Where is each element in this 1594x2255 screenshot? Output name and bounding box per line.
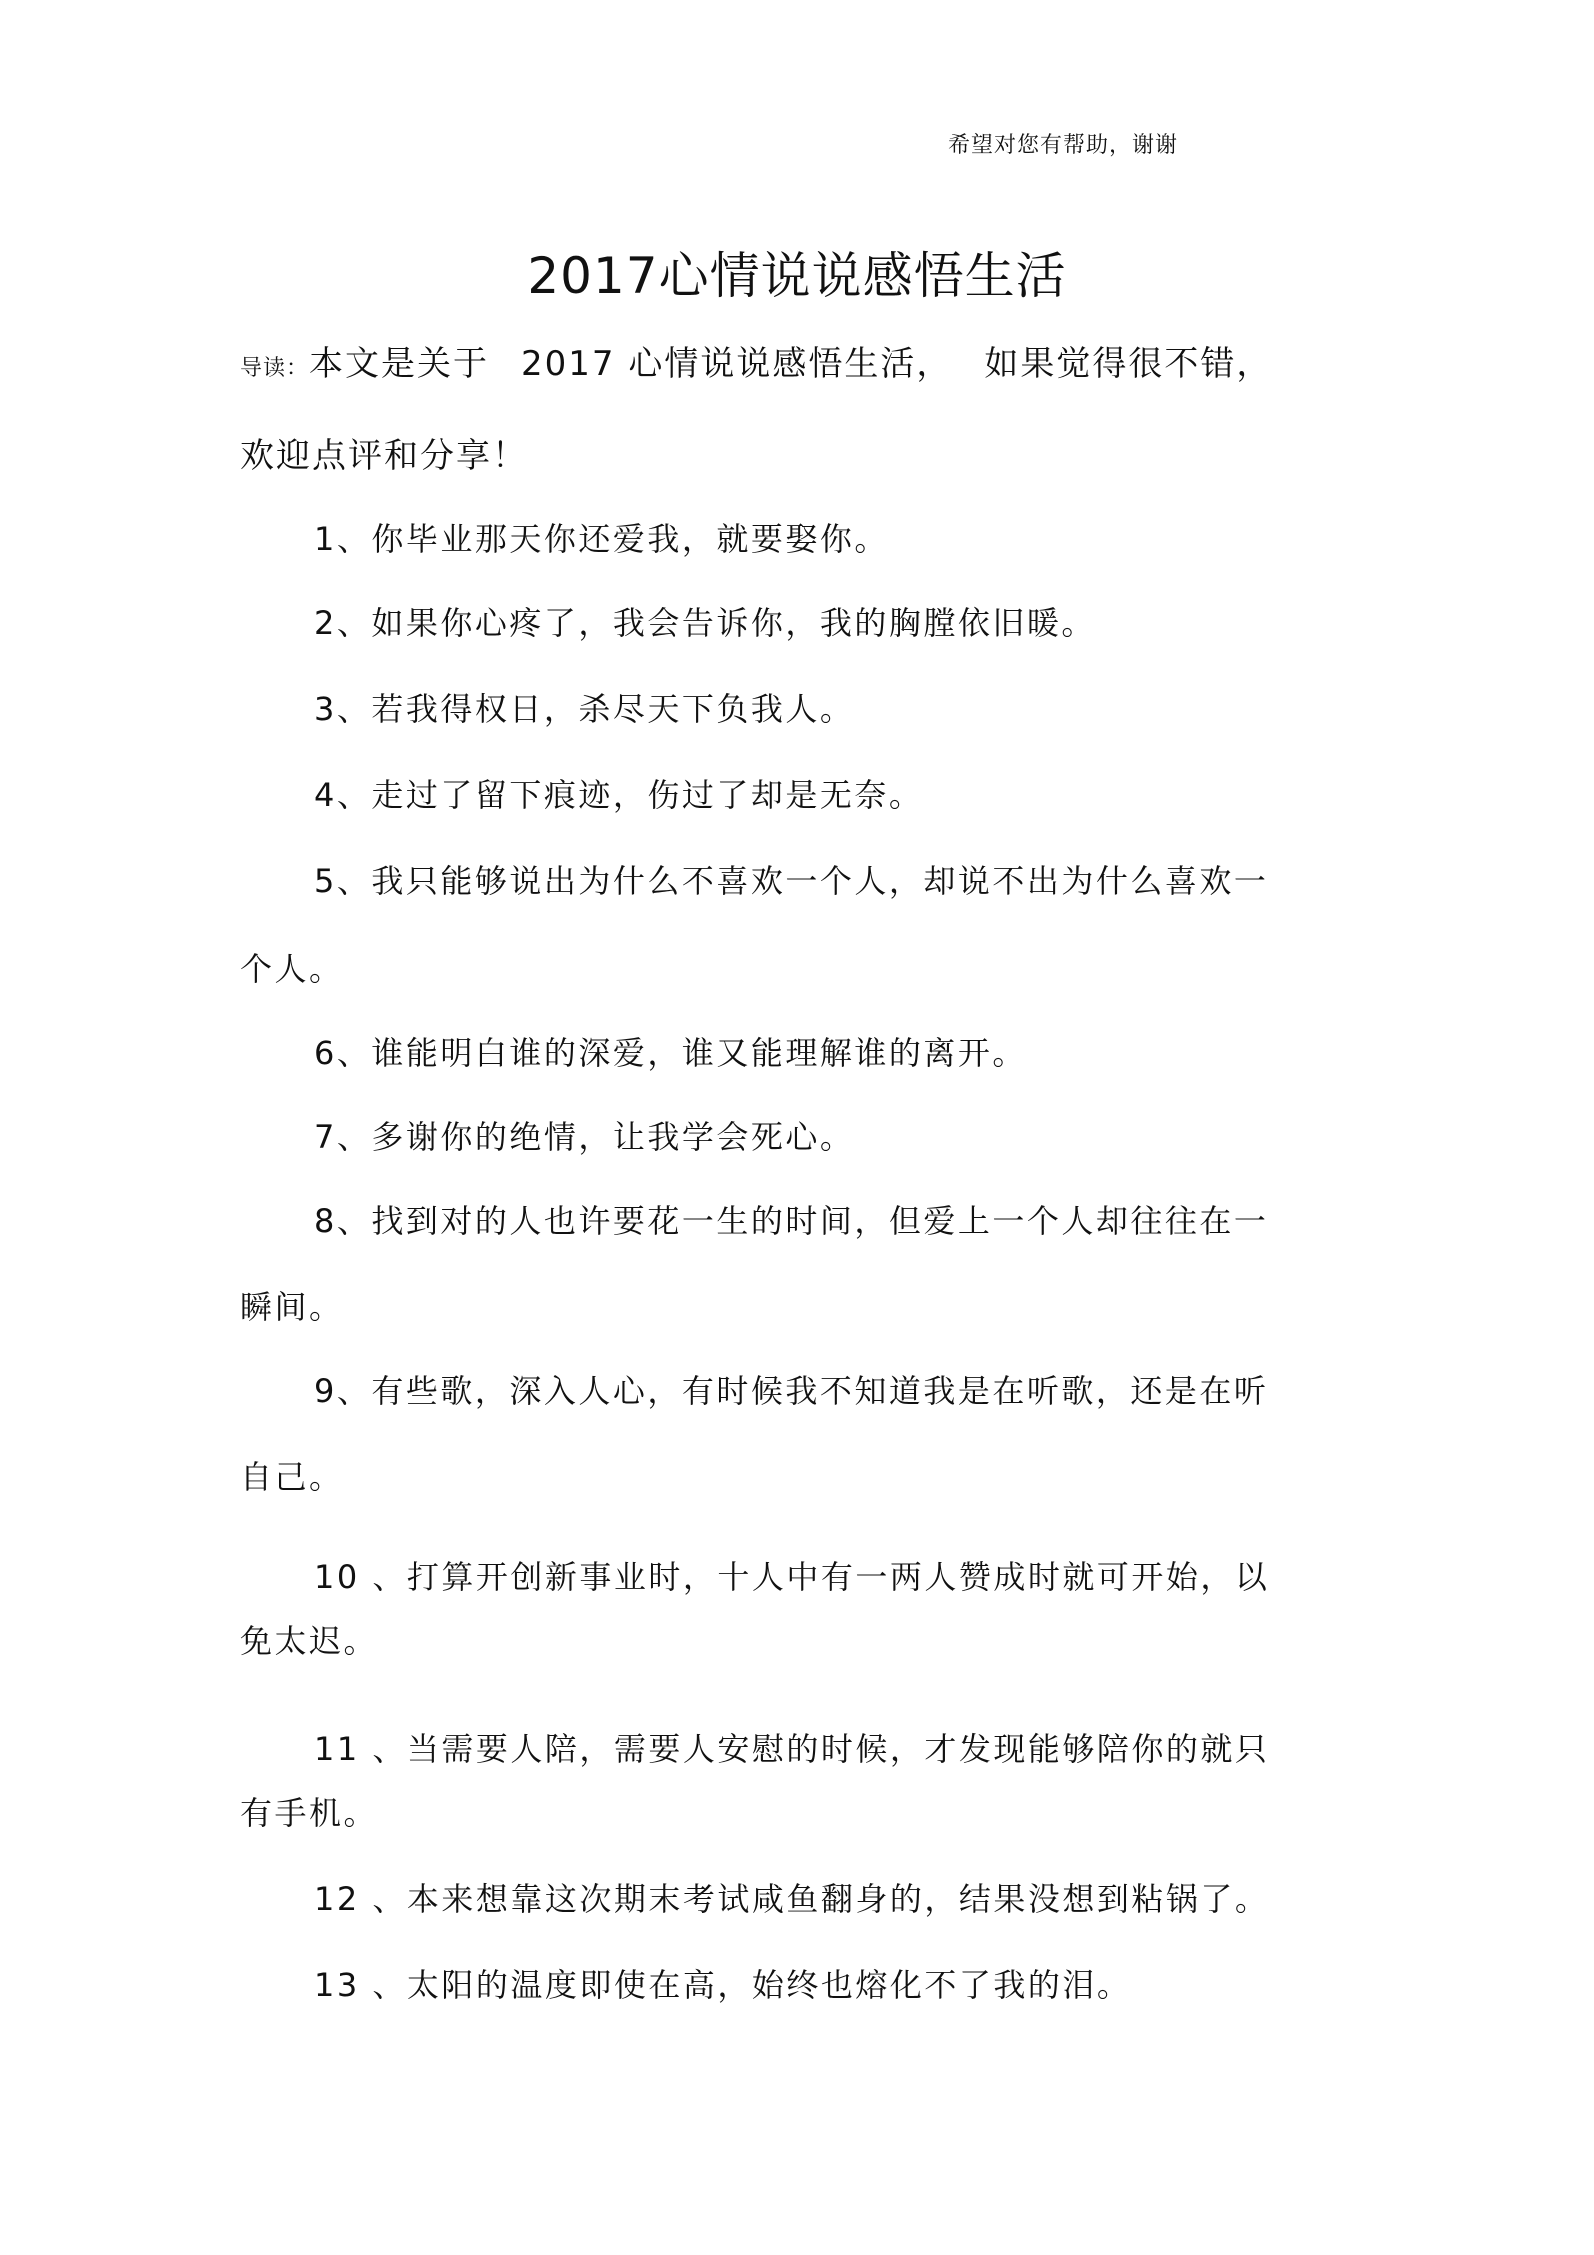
- list-item: 12 、本来想靠这次期末考试咸鱼翻身的，结果没想到粘锅了。: [314, 1880, 1270, 1918]
- document-title: 2017心情说说感悟生活: [527, 247, 1067, 305]
- list-item: 9、有些歌，深入人心，有时候我不知道我是在听歌，还是在听: [314, 1372, 1269, 1410]
- list-item-continuation: 免太迟。: [240, 1622, 379, 1660]
- intro-line-1: [240, 336, 1272, 385]
- list-item: 4、走过了留下痕迹，伤过了却是无奈。: [314, 776, 924, 814]
- list-item: 7、多谢你的绝情，让我学会死心。: [314, 1118, 855, 1156]
- list-item: 1、你毕业那天你还爱我，就要娶你。: [314, 520, 889, 558]
- list-item-continuation: 有手机。: [240, 1794, 379, 1832]
- list-item: 3、若我得权日，杀尽天下负我人。: [314, 690, 855, 728]
- intro-part-2: 2017 心情说说感悟生活，: [521, 344, 953, 384]
- list-item: 6、谁能明白谁的深爱，谁又能理解谁的离开。: [314, 1034, 1027, 1072]
- list-item-continuation: 瞬间。: [240, 1288, 344, 1326]
- list-item: 11 、当需要人陪，需要人安慰的时候，才发现能够陪你的就只: [314, 1730, 1270, 1768]
- intro-part-1: 本文是关于: [309, 344, 490, 384]
- list-item: 13 、太阳的温度即使在高，始终也熔化不了我的泪。: [314, 1966, 1132, 2004]
- intro-part-3: 如果觉得很不错，: [984, 344, 1273, 384]
- intro-line-2: 欢迎点评和分享！: [240, 436, 528, 476]
- list-item: 2、如果你心疼了，我会告诉你，我的胸膛依旧暖。: [314, 604, 1096, 642]
- list-item-continuation: 个人。: [240, 950, 344, 988]
- intro-label: 导读：: [240, 356, 310, 381]
- list-item-continuation: 自己。: [240, 1458, 344, 1496]
- list-item: 5、我只能够说出为什么不喜欢一个人，却说不出为什么喜欢一: [314, 862, 1269, 900]
- header-note: 希望对您有帮助，谢谢: [948, 133, 1179, 158]
- list-item: 10 、打算开创新事业时，十人中有一两人赞成时就可开始，以: [314, 1558, 1270, 1596]
- list-item: 8、找到对的人也许要花一生的时间，但爱上一个人却往往在一: [314, 1202, 1269, 1240]
